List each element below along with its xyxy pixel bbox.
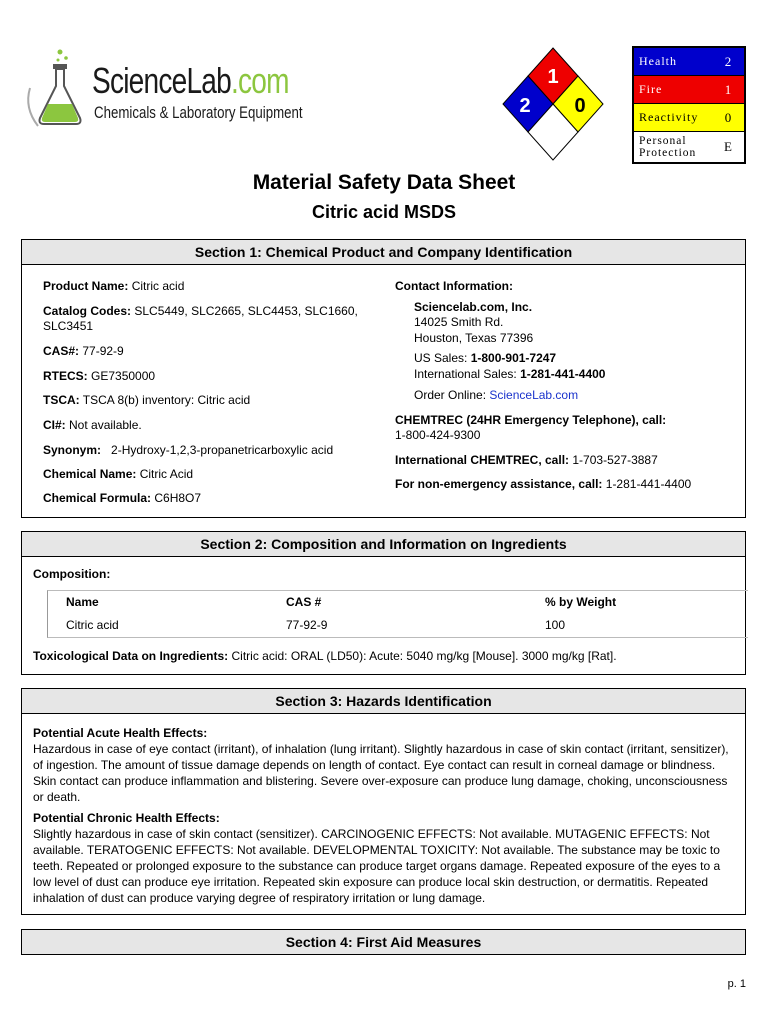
hmis-label: Fire	[633, 76, 712, 104]
chronic-effects: Potential Chronic Health Effects: Slightly hazardous in case of skin contact (sensitizer). CARCINOGENIC EFFECTS: Not available. MUTAGENIC EFFECTS: Not available. TERATOGENIC EFFECTS: Not available. DEVELOPMENTAL TOXICITY: Not available. The substance may be toxic to teeth. Repeated or prolonged exposure to the substance can produce target organs damage. Repeated exposure of the eyes to a low level of dust can produce eye irritation. Repeated skin exposure can produce local skin destruction, or dermatitis. Repeated inhalation of dust can produce varying degree of respiratory irritation or lung damage.	[33, 811, 721, 905]
column-header-name: Name	[66, 595, 99, 609]
toxicological-data: Toxicological Data on Ingredients: Citric acid: ORAL (LD50): Acute: 5040 mg/kg [Mouse]. 3000 mg/kg [Rat].	[33, 649, 617, 663]
rtecs: RTECS: GE7350000	[43, 369, 156, 383]
section-1	[21, 239, 746, 518]
catalog-codes: Catalog Codes: SLC5449, SLC2665, SLC4453, SLC1660, SLC3451	[43, 304, 358, 333]
logo-brand-main: ScienceLab	[92, 60, 231, 101]
contact-label: Contact Information:	[395, 279, 513, 293]
order-online: Order Online: ScienceLab.com	[414, 388, 579, 402]
page-number: p. 1	[727, 978, 746, 990]
hmis-label: Health	[633, 47, 712, 76]
section-3-heading: Section 3: Hazards Identification	[22, 689, 745, 714]
logo-tagline: Chemicals & Laboratory Equipment	[94, 103, 303, 122]
ci-number: CI#: Not available.	[43, 418, 142, 432]
company-street: 14025 Smith Rd.	[414, 315, 504, 329]
chemical-formula: Chemical Formula: C6H8O7	[43, 491, 202, 505]
company-city: Houston, Texas 77396	[414, 331, 534, 345]
section-1-heading: Section 1: Chemical Product and Company Identification	[22, 240, 745, 265]
composition-table	[47, 590, 748, 638]
international-chemtrec: International CHEMTREC, call: 1-703-527-3887	[395, 453, 658, 467]
nfpa-diamond	[498, 46, 608, 164]
sciencelab-link[interactable]: ScienceLab.com	[489, 388, 579, 402]
cas-number: CAS#: 77-92-9	[43, 344, 124, 358]
document-title: Material Safety Data Sheet	[252, 171, 516, 194]
hmis-label: Reactivity	[633, 104, 712, 132]
chemical-name: Chemical Name: Citric Acid	[43, 467, 194, 481]
nfpa-health-value: 2	[519, 95, 531, 117]
acute-effects: Potential Acute Health Effects: Hazardous in case of eye contact (irritant), of inhalation (lung irritant). Slightly hazardous in case of skin contact (irritant, sensitizer), of ingestion. The amount of tissue damage depends on length of contact. Eye contact can result in corneal damage or blindness. Skin contact can produce inflammation and blistering. Severe over-exposure can produce lung damage, choking, unconsciousness or death.	[33, 726, 729, 804]
company-name: Sciencelab.com, Inc.	[414, 300, 533, 314]
hmis-value: E	[712, 132, 745, 164]
column-header-weight: % by Weight	[545, 595, 617, 609]
table-cell-name: Citric acid	[66, 618, 119, 632]
hmis-ppe-row	[633, 132, 745, 164]
chemtrec: CHEMTREC (24HR Emergency Telephone), call: 1-800-424-9300	[395, 413, 667, 442]
hmis-reactivity-row	[633, 104, 745, 132]
column-header-cas: CAS #	[286, 595, 322, 609]
hmis-health-row	[633, 47, 745, 76]
nfpa-fire-value: 1	[547, 66, 559, 88]
international-sales: International Sales: 1-281-441-4400	[414, 367, 606, 381]
product-name: Product Name: Citric acid	[43, 279, 185, 293]
table-cell-weight: 100	[545, 618, 566, 632]
flask-logo-icon	[20, 46, 90, 130]
table-cell-cas: 77-92-9	[286, 618, 328, 632]
us-sales: US Sales: 1-800-901-7247	[414, 351, 557, 365]
nfpa-reactivity-value: 0	[574, 95, 586, 117]
section-4	[21, 929, 746, 955]
section-2	[21, 531, 746, 675]
section-2-heading: Section 2: Composition and Information on Ingredients	[22, 532, 745, 557]
hmis-rating-table	[632, 46, 746, 164]
non-emergency-contact: For non-emergency assistance, call: 1-281-441-4400	[395, 477, 692, 491]
logo-brand-suffix: .com	[230, 60, 289, 101]
synonym: Synonym: 2-Hydroxy-1,2,3-propanetricarboxylic acid	[43, 443, 334, 457]
document-subtitle: Citric acid MSDS	[311, 202, 457, 222]
section-4-heading: Section 4: First Aid Measures	[22, 930, 745, 954]
hmis-fire-row	[633, 76, 745, 104]
tsca: TSCA: TSCA 8(b) inventory: Citric acid	[43, 393, 251, 407]
composition-label: Composition:	[33, 567, 111, 581]
hmis-value: 2	[712, 47, 745, 76]
logo-wordmark	[92, 60, 289, 102]
section-3	[21, 688, 746, 915]
hmis-value: 1	[712, 76, 745, 104]
hmis-value: 0	[712, 104, 745, 132]
hmis-label: Personal Protection	[633, 132, 712, 164]
